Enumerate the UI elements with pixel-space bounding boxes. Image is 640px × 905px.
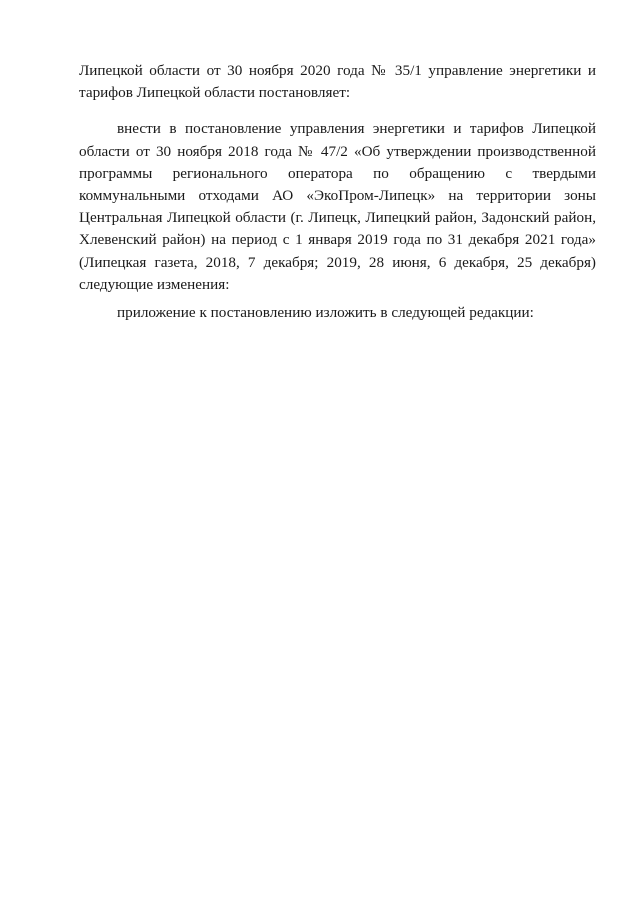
paragraph-preamble: Липецкой области от 30 ноября 2020 года № 35/1 управление энергетики и тарифов Липецкой области постановляет: [79, 62, 596, 102]
paragraph-amendment: внести в постановление управления энергетики и тарифов Липецкой области от 30 ноября 2018 года № 47/2 «Об утверждении производственной программы регионального оператора по обращению с твердыми коммунальными отходами АО «ЭкоПром-Липецк» на территории зоны Центральная Липецкой области (г. Липецк, Липецкий район, Задонский район, Хлевенский район) на период с 1 января 2019 года по 31 декабря 2021 года» (Липецкая газета, 2018, 7 декабря; 2019, 28 июня, 6 декабря, 25 декабря) следующие изменения: [79, 120, 596, 293]
document-body [79, 60, 596, 324]
paragraph-appendix: приложение к постановлению изложить в следующей редакции: [117, 304, 534, 322]
